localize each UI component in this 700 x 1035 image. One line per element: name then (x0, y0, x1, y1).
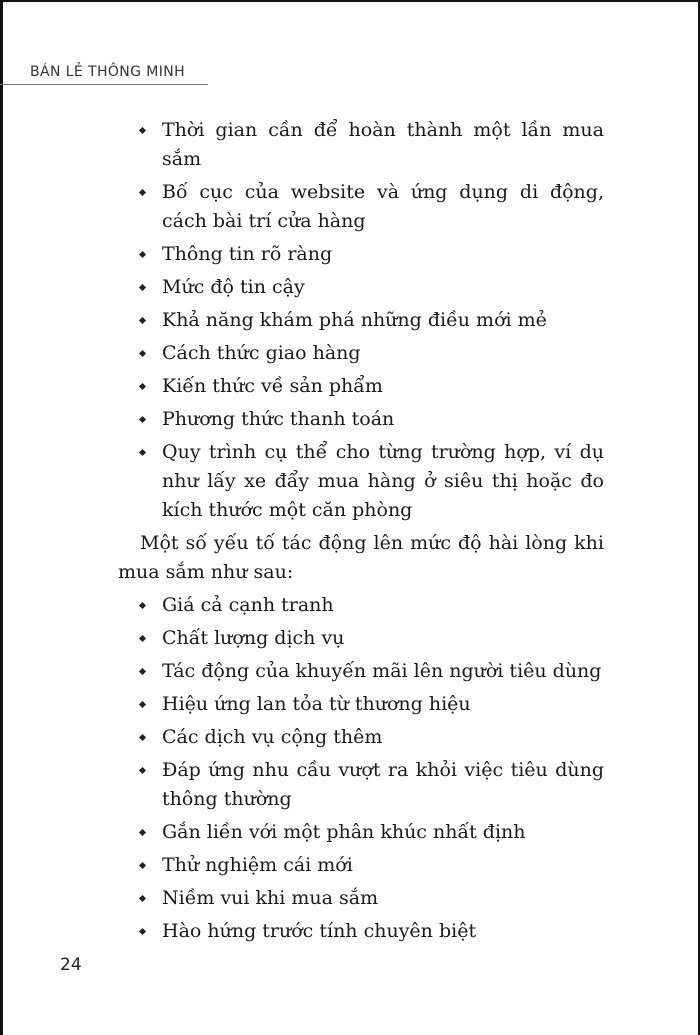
intro-paragraph: Một số yếu tố tác động lên mức độ hài lòng khi mua sắm như sau: (118, 532, 604, 583)
list-item: Hào hứng trước tính chuyên biệt (118, 917, 604, 946)
list-item: Chất lượng dịch vụ (118, 624, 604, 653)
list-item: Niềm vui khi mua sắm (118, 884, 604, 913)
list-item: Phương thức thanh toán (118, 405, 604, 434)
list-item: Mức độ tin cậy (118, 273, 604, 302)
page-body (118, 116, 604, 950)
list-item: Đáp ứng nhu cầu vượt ra khỏi việc tiêu dùng thông thường (118, 756, 604, 814)
list-item: Thông tin rõ ràng (118, 240, 604, 269)
list-item: Bố cục của website và ứng dụng di động, cách bài trí cửa hàng (118, 178, 604, 236)
header-rule (0, 84, 208, 85)
list-item: Khả năng khám phá những điều mới mẻ (118, 306, 604, 335)
list-item: Giá cả cạnh tranh (118, 591, 604, 620)
running-header: BÁN LẺ THÔNG MINH (30, 64, 186, 80)
bullet-list-satisfaction-factors (118, 591, 604, 946)
list-item: Tác động của khuyến mãi lên người tiêu dùng (118, 657, 604, 686)
list-item: Hiệu ứng lan tỏa từ thương hiệu (118, 690, 604, 719)
list-item: Thử nghiệm cái mới (118, 851, 604, 880)
list-item: Thời gian cần để hoàn thành một lần mua sắm (118, 116, 604, 174)
list-item: Gắn liền với một phân khúc nhất định (118, 818, 604, 847)
bullet-list-shopping-experience (118, 116, 604, 525)
list-item: Quy trình cụ thể cho từng trường hợp, ví dụ như lấy xe đẩy mua hàng ở siêu thị hoặc đo kích thước một căn phòng (118, 438, 604, 525)
list-item: Kiến thức về sản phẩm (118, 372, 604, 401)
list-item: Các dịch vụ cộng thêm (118, 723, 604, 752)
list-item: Cách thức giao hàng (118, 339, 604, 368)
page-number: 24 (60, 955, 82, 975)
